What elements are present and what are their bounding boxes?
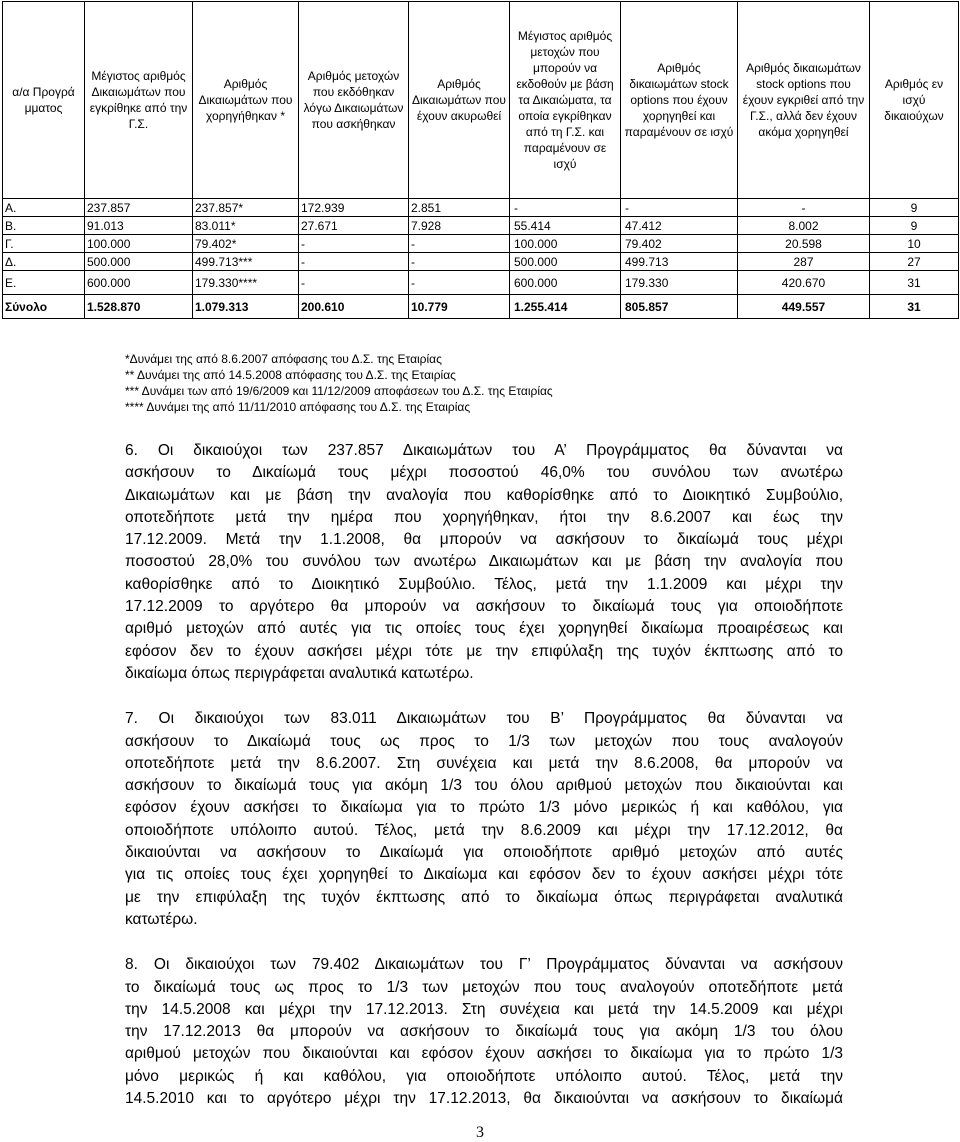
table-cell: 600.000 (85, 271, 193, 295)
table-row (3, 253, 959, 271)
table-cell: Α. (3, 199, 85, 217)
table-cell: 1.528.870 (85, 295, 193, 319)
table-cell: 27 (870, 253, 959, 271)
table-cell: 10 (870, 235, 959, 253)
paragraph-line: δικαίωμα όπως περιγράφεται αναλυτικά κατωτέρω. (125, 664, 474, 682)
table-cell: 805.857 (621, 295, 738, 319)
table-cell: - (621, 199, 738, 217)
table-cell: 2.851 (409, 199, 510, 217)
table-cell: 7.928 (409, 217, 510, 235)
paragraph-line: 17.12.2009 το αργότερο θα μπορούν να ασκήσουν το δικαίωμά τους για οποιοδήποτε (125, 598, 843, 616)
paragraph-line: 17.12.2009. Μετά την 1.1.2008, θα μπορούν να ασκήσουν το δικαίωμά τους μέχρι (125, 531, 843, 549)
paragraph-line: 7. Οι δικαιούχοι των 83.011 Δικαιωμάτων του Β’ Προγράμματος θα δύνανται να (125, 710, 843, 728)
table-cell: 420.670 (738, 271, 870, 295)
column-header: Αριθμός Δικαιωμάτων που χορηγήθηκαν * (193, 2, 299, 199)
column-header: Αριθμός δικαιωμάτων stock options που έχουν χορηγηθεί και παραμένουν σε ισχύ (621, 2, 738, 199)
paragraph-line: την 14.5.2008 και μέχρι την 17.12.2013. Στη συνέχεια και μετά την 14.5.2009 και μέχρι (125, 1000, 843, 1018)
table-cell: Σύνολο (3, 295, 85, 319)
paragraph-line: οποτεδήποτε μετά την 8.6.2007. Στη συνέχεια και μετά την 8.6.2008, θα μπορούν να (125, 754, 843, 772)
table-cell: 499.713 (621, 253, 738, 271)
table-total-row (3, 295, 959, 319)
table-cell: - (510, 199, 621, 217)
footnote: *** Δυνάμει των από 19/6/2009 και 11/12/2009 αποφάσεων του Δ.Σ. της Εταιρίας (125, 384, 553, 398)
paragraph-line: ασκήσουν το δικαίωμά τους για ακόμη 1/3 του όλου αριθμού μετοχών που δικαιούνται και (125, 777, 843, 795)
table-row (3, 217, 959, 235)
table-cell: 500.000 (510, 253, 621, 271)
table-cell: 20.598 (738, 235, 870, 253)
table-cell: Δ. (3, 253, 85, 271)
table-cell: 172.939 (299, 199, 409, 217)
paragraph (125, 440, 843, 685)
table-cell: 179.330**** (193, 271, 299, 295)
footnote: ** Δυνάμει της από 14.5.2008 απόφασης του Δ.Σ. της Εταιρίας (125, 368, 456, 382)
paragraph-line: δικαιούνται να ασκήσουν το Δικαίωμά για οποιοδήποτε αριθμό μετοχών από αυτές (125, 844, 843, 862)
column-header: Αριθμός δικαιωμάτων stock options που έχουν εγκριθεί από την Γ.Σ., αλλά δεν έχουν ακόμα χορηγηθεί (738, 2, 870, 199)
table-cell: Ε. (3, 271, 85, 295)
body-text (125, 440, 843, 1110)
paragraph-line: εφόσον δεν το έχουν ασκήσει μέχρι τότε με την επιφύλαξη της τυχόν έκπτωσης από το (125, 642, 843, 660)
column-header: α/α Προγρά μματος (3, 2, 85, 199)
paragraph-line: ασκήσουν το Δικαίωμά τους μέχρι ποσοστού 46,0% του συνόλου των ανωτέρω (125, 464, 843, 482)
table-cell: 200.610 (299, 295, 409, 319)
table-cell: Γ. (3, 235, 85, 253)
paragraph-line: με την επιφύλαξη της τυχόν έκπτωσης από το δικαίωμα όπως περιγράφεται αναλυτικά (125, 888, 843, 906)
paragraph-line: κατωτέρω. (125, 910, 198, 928)
paragraph (125, 708, 843, 931)
table-cell: 9 (870, 199, 959, 217)
paragraph-line: αριθμό μετοχών από αυτές για τις οποίες τους έχει χορηγηθεί δικαίωμα προαιρέσεως και (125, 620, 843, 638)
table-cell: 31 (870, 271, 959, 295)
table-cell: 237.857* (193, 199, 299, 217)
table-cell: 79.402 (621, 235, 738, 253)
footnote: *Δυνάμει της από 8.6.2007 απόφασης του Δ.Σ. της Εταιρίας (125, 352, 442, 366)
paragraph-line: την 17.12.2013 θα μπορούν να ασκήσουν το δικαίωμά τους για ακόμη 1/3 του όλου (125, 1023, 843, 1041)
table-cell: 27.671 (299, 217, 409, 235)
table-footnotes (125, 351, 553, 415)
table-cell: 100.000 (510, 235, 621, 253)
table-cell: 79.402* (193, 235, 299, 253)
column-header: Μέγιστος αριθμός Δικαιωμάτων που εγκρίθηκε από την Γ.Σ. (85, 2, 193, 199)
table-cell: 499.713*** (193, 253, 299, 271)
paragraph-line: καθορίσθηκε από το Διοικητικό Συμβούλιο. Τέλος, μετά την 1.1.2009 και μέχρι την (125, 575, 843, 593)
table-header-row (3, 2, 959, 199)
table-cell: - (299, 271, 409, 295)
table-cell: - (409, 253, 510, 271)
table-cell: 100.000 (85, 235, 193, 253)
paragraph-line: 6. Οι δικαιούχοι των 237.857 Δικαιωμάτων του Α’ Προγράμματος θα δύνανται να (125, 442, 843, 459)
table-row (3, 271, 959, 295)
paragraph-line: μόνο μερικώς ή και καθόλου, για οποιοδήποτε υπόλοιπο αυτού. Τέλος, μετά την (125, 1067, 843, 1085)
table-cell: 91.013 (85, 217, 193, 235)
paragraph-line: ποσοστού 28,0% του συνόλου των ανωτέρω Δικαιωμάτων και με βάση την αναλογία που (125, 553, 843, 571)
table-cell: 287 (738, 253, 870, 271)
paragraph-line: οποιοδήποτε υπόλοιπο αυτού. Τέλος, μετά την 8.6.2009 και μέχρι την 17.12.2012, θα (125, 821, 843, 839)
table-cell: 10.779 (409, 295, 510, 319)
table-cell: 600.000 (510, 271, 621, 295)
table-cell: 47.412 (621, 217, 738, 235)
table-cell: 1.079.313 (193, 295, 299, 319)
table-cell: 83.011* (193, 217, 299, 235)
paragraph-line: 8. Οι δικαιούχοι των 79.402 Δικαιωμάτων του Γ’ Προγράμματος δύνανται να ασκήσουν (125, 956, 843, 974)
paragraph-line: Δικαιωμάτων και με βάση την αναλογία που καθορίσθηκε από το Διοικητικό Συμβούλιο, (125, 486, 843, 504)
table-cell: 31 (870, 295, 959, 319)
table-cell: 500.000 (85, 253, 193, 271)
page-number: 3 (476, 1124, 484, 1141)
paragraph-line: ασκήσουν το Δικαίωμά τους ως προς το 1/3 των μετοχών που τους αναλογούν (125, 732, 843, 750)
paragraph-line: για τις οποίες τους έχει χορηγηθεί το Δικαίωμα και εφόσον δεν το έχουν ασκήσει μέχρι τότε (125, 866, 843, 884)
table-cell: 9 (870, 217, 959, 235)
paragraph-line: 14.5.2010 και το αργότερο μέχρι την 17.12.2013, θα δικαιούνται να ασκήσουν το δικαίωμά (125, 1090, 843, 1108)
table-cell: - (409, 271, 510, 295)
table-cell: 8.002 (738, 217, 870, 235)
table-row (3, 199, 959, 217)
table-cell: - (299, 253, 409, 271)
column-header: Αριθμός Δικαιωμάτων που έχουν ακυρωθεί (409, 2, 510, 199)
column-header: Αριθμός εν ισχύ δικαιούχων (870, 2, 959, 199)
paragraph-line: αριθμού μετοχών που δικαιούνται και εφόσον έχουν ασκήσει το δικαίωμα για το πρώτο 1/3 (125, 1045, 843, 1063)
footnote: **** Δυνάμει της από 11/11/2010 απόφασης του Δ.Σ. της Εταιρίας (125, 400, 471, 414)
table-cell: - (299, 235, 409, 253)
table-row (3, 235, 959, 253)
table-cell: 237.857 (85, 199, 193, 217)
table-cell: 179.330 (621, 271, 738, 295)
paragraph (125, 954, 843, 1110)
table-cell: 449.557 (738, 295, 870, 319)
table-cell: Β. (3, 217, 85, 235)
column-header: Αριθμός μετοχών που εκδόθηκαν λόγω Δικαιωμάτων που ασκήθηκαν (299, 2, 409, 199)
paragraph-line: οποτεδήποτε μετά την ημέρα που χορηγήθηκαν, ήτοι την 8.6.2007 και έως την (125, 508, 843, 526)
table-cell: - (409, 235, 510, 253)
stock-options-table (2, 1, 959, 319)
column-header: Μέγιστος αριθμός μετοχών που μπορούν να εκδοθούν με βάση τα Δικαιώματα, τα οποία εγκρίθηκαν από τη Γ.Σ. και παραμένουν σε ισχύ (510, 2, 621, 199)
paragraph-line: το δικαίωμά τους ως προς το 1/3 των μετοχών που τους αναλογούν οποτεδήποτε μετά (125, 978, 843, 996)
table-cell: 55.414 (510, 217, 621, 235)
table-cell: 1.255.414 (510, 295, 621, 319)
table-cell: - (738, 199, 870, 217)
paragraph-line: εφόσον έχουν ασκήσει το δικαίωμα για το πρώτο 1/3 μόνο μερικώς ή και καθόλου, για (125, 799, 843, 817)
